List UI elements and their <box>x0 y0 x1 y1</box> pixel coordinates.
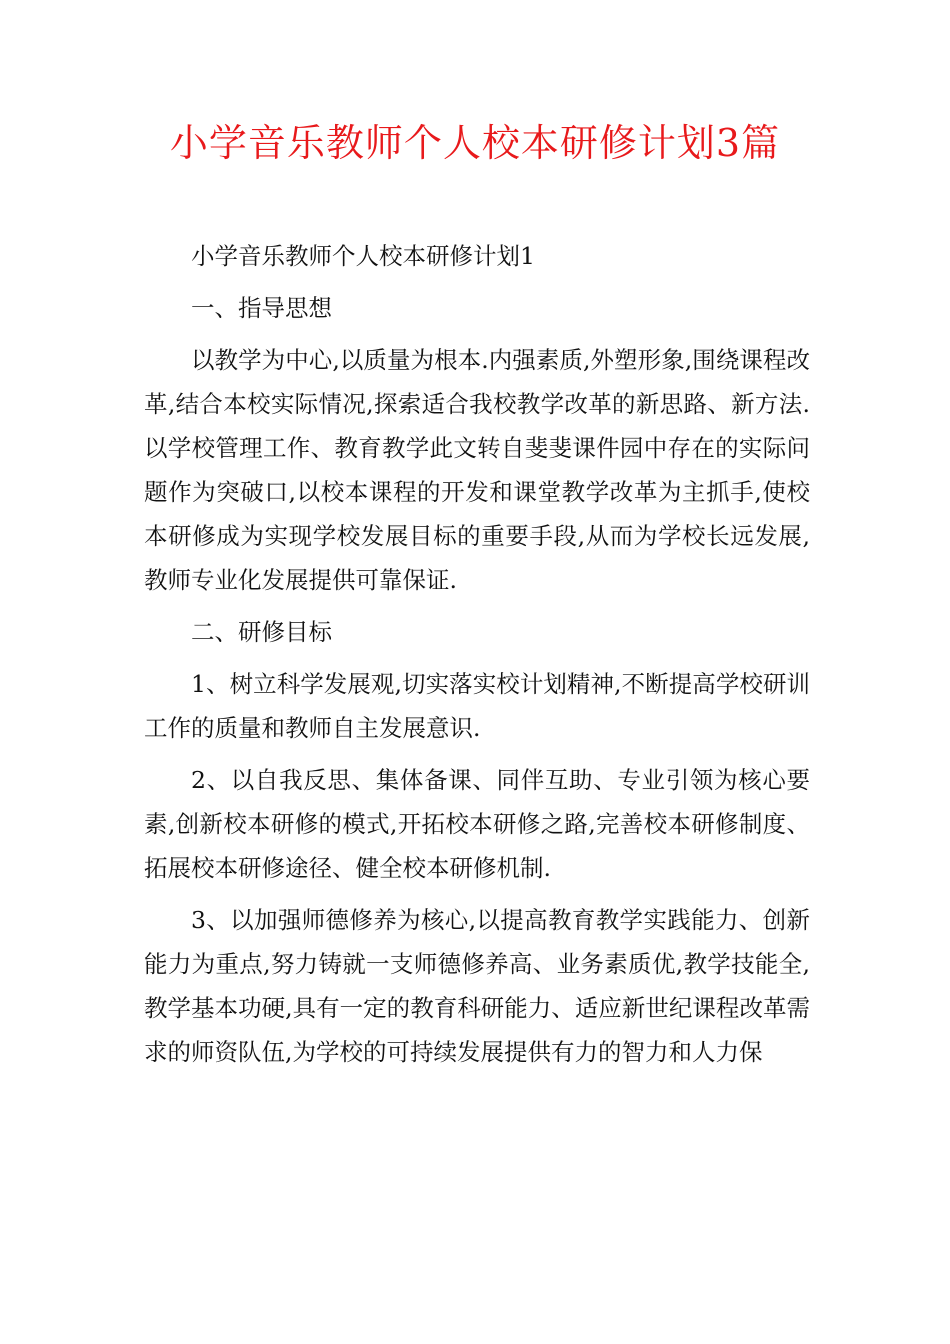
goal-item-2: 2、以自我反思、集体备课、同伴互助、专业引领为核心要素,创新校本研修的模式,开拓校本研修之路,完善校本研修制度、拓展校本研修途径、健全校本研修机制. <box>144 766 810 882</box>
paragraph-guiding-ideology: 以教学为中心,以质量为根本.内强素质,外塑形象,围绕课程改革,结合本校实际情况,探索适合我校教学改革的新思路、新方法.以学校管理工作、教育教学此文转自斐斐课件园中存在的实际问题作为突破口,以校本课程的开发和课堂教学改革为主抓手,使校本研修成为实现学校发展目标的重要手段,从而为学校长远发展,教师专业化发展提供可靠保证. <box>144 346 810 594</box>
section-subtitle: 小学音乐教师个人校本研修计划1 <box>191 242 535 270</box>
heading-guiding-ideology: 一、指导思想 <box>191 294 332 322</box>
heading-research-goals: 二、研修目标 <box>191 618 332 646</box>
goal-item-3: 3、以加强师德修养为核心,以提高教育教学实践能力、创新能力为重点,努力铸就一支师德修养高、业务素质优,教学技能全,教学基本功硬,具有一定的教育科研能力、适应新世纪课程改革需求的师资队伍,为学校的可持续发展提供有力的智力和人力保 <box>144 906 810 1066</box>
goal-item-1: 1、树立科学发展观,切实落实校计划精神,不断提高学校研训工作的质量和教师自主发展意识. <box>144 670 810 742</box>
document-title: 小学音乐教师个人校本研修计划3篇 <box>169 121 781 165</box>
document-body <box>144 234 810 1082</box>
